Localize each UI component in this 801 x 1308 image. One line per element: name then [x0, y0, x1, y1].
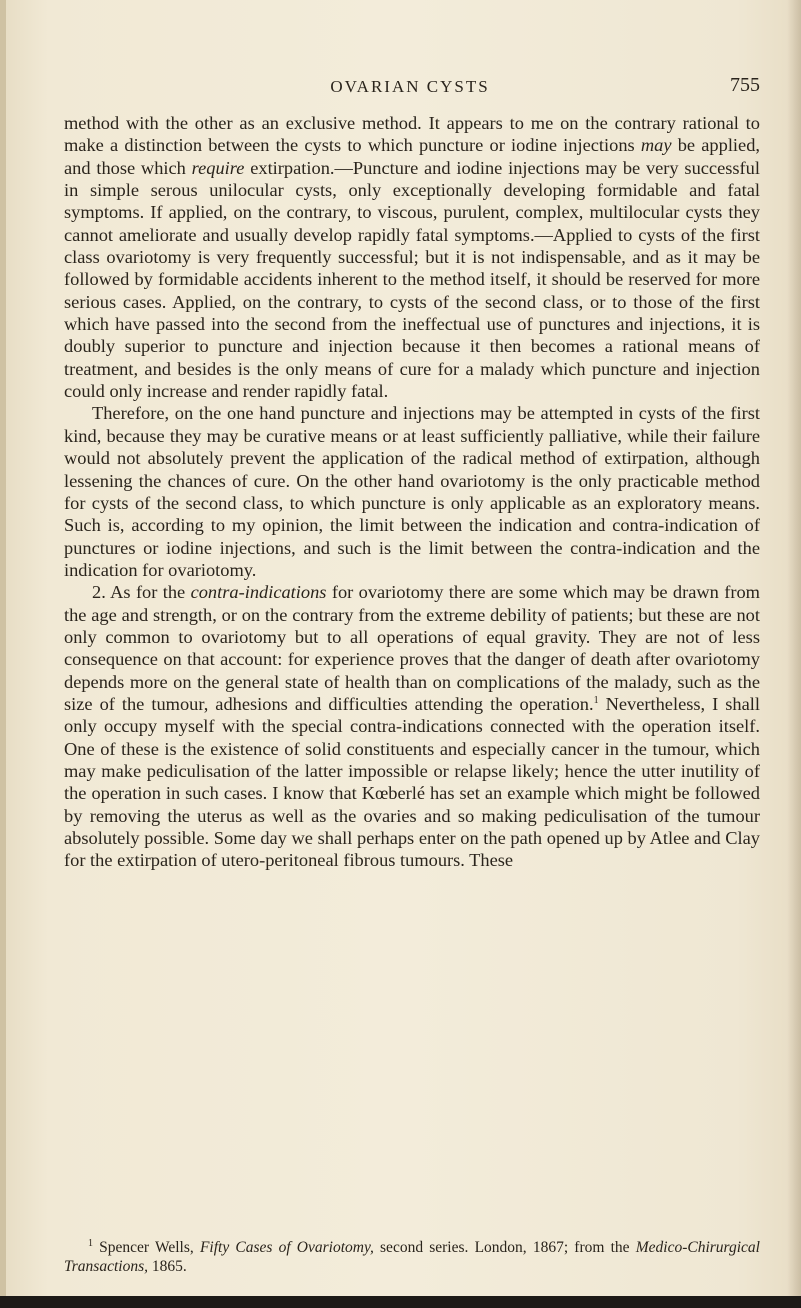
footnotes [64, 1238, 760, 1276]
footnote-text-a: Spencer Wells, [93, 1239, 200, 1256]
paragraph-1-text-b: be applied, and those which [64, 135, 760, 178]
footnote-reference[interactable]: 1 [593, 694, 599, 706]
page-number: 755 [730, 74, 760, 96]
paragraph-2: Therefore, on the one hand puncture and injections may be attempted in cysts of the first kind, because they may be curative means or at least sufficiently palliative, while their failure would not absolutely prevent the application of the radical method of extirpation, although lessening the chances of cure. On the other hand ovariotomy is the only practicable method for cysts of the second class, to which puncture is only applicable as an exploratory means. Such is, according to my opinion, the limit between the indication and contra-indication of punctures or iodine injections, and such is the limit between the contra-indication and the indication for ovariotomy. [64, 403, 760, 580]
running-head [60, 74, 760, 100]
footnote-marker: 1 [88, 1237, 93, 1249]
footnote-title-fifty-cases: Fifty Cases of Ovariotomy, [199, 1239, 374, 1256]
paragraph-3-text-a: 2. As for the [92, 582, 191, 603]
paragraph-3-text-b: for ovariotomy there are some which may be drawn from the age and strength, or on the contrary from the extreme debility of patients; but these are not only common to ovariotomy but to all operations of equal gravity. They are not of less consequence on that account: for experience proves that the danger of death after ovariotomy depends more on the general state of health than on complications of the malady, such as the size of the tumour, adhesions and difficulties attending the operation. [64, 582, 760, 714]
paragraph-1-text-a: method with the other as an exclusive method. It appears to me on the contrary rational to make a distinction between the cysts to which puncture or iodine injections [64, 113, 760, 156]
paragraph-1-emphasis-require: require [191, 157, 245, 178]
paragraph-1 [64, 112, 760, 402]
scan-bottom-border [0, 1296, 801, 1308]
running-title: OVARIAN CYSTS [330, 77, 490, 96]
body-text [64, 112, 760, 872]
paragraph-3 [64, 581, 760, 871]
paragraph-3-emphasis-contra-indications: contra-indications [190, 582, 327, 603]
paragraph-1-text-c: extirpation.—Puncture and iodine injections may be very successful in simple serous unilocular cysts, only exceptionally developing formidable and fatal symptoms. If applied, on the contrary, to viscous, purulent, complex, multilocular cysts they cannot ameliorate and usually develop rapidly fatal symptoms.—Applied to cysts of the first class ovariotomy is very frequently successful; but it is not indispensable, and as it may be followed by formidable accidents inherent to the method itself, it should be reserved for more serious cases. Applied, on the contrary, to cysts of the second class, or to those of the first which have passed into the second from the ineffectual use of punctures and injections, it is doubly superior to puncture and injection because it then becomes a rational means of treatment, and besides is the only means of cure for a malady which puncture and injection could only increase and render rapidly fatal. [64, 157, 760, 402]
page-gutter [0, 0, 6, 1308]
footnote-text-b: second series. London, 1867; from the [373, 1239, 636, 1256]
footnote-1 [64, 1238, 760, 1276]
footnote-title-transactions: Medico-Chirurgical Transactions, [64, 1239, 760, 1275]
page-edge-shadow [787, 0, 801, 1308]
paragraph-3-text-c: Nevertheless, I shall only occupy myself with the special contra-indications connected with the operation itself. One of these is the existence of solid constituents and especially cancer in the tumour, which may make pediculisation of the latter impossible or relapse likely; hence the utter inutility of the operation in such cases. I know that Kœberlé has set an example which might be followed by removing the uterus as well as the ovaries and so making pediculisation of the tumour absolutely possible. Some day we shall perhaps enter on the path opened up by Atlee and Clay for the extirpation of utero-peritoneal fibrous tumours. These [64, 693, 760, 871]
footnote-text-c: 1865. [147, 1258, 187, 1275]
paragraph-1-emphasis-may: may [640, 135, 672, 156]
